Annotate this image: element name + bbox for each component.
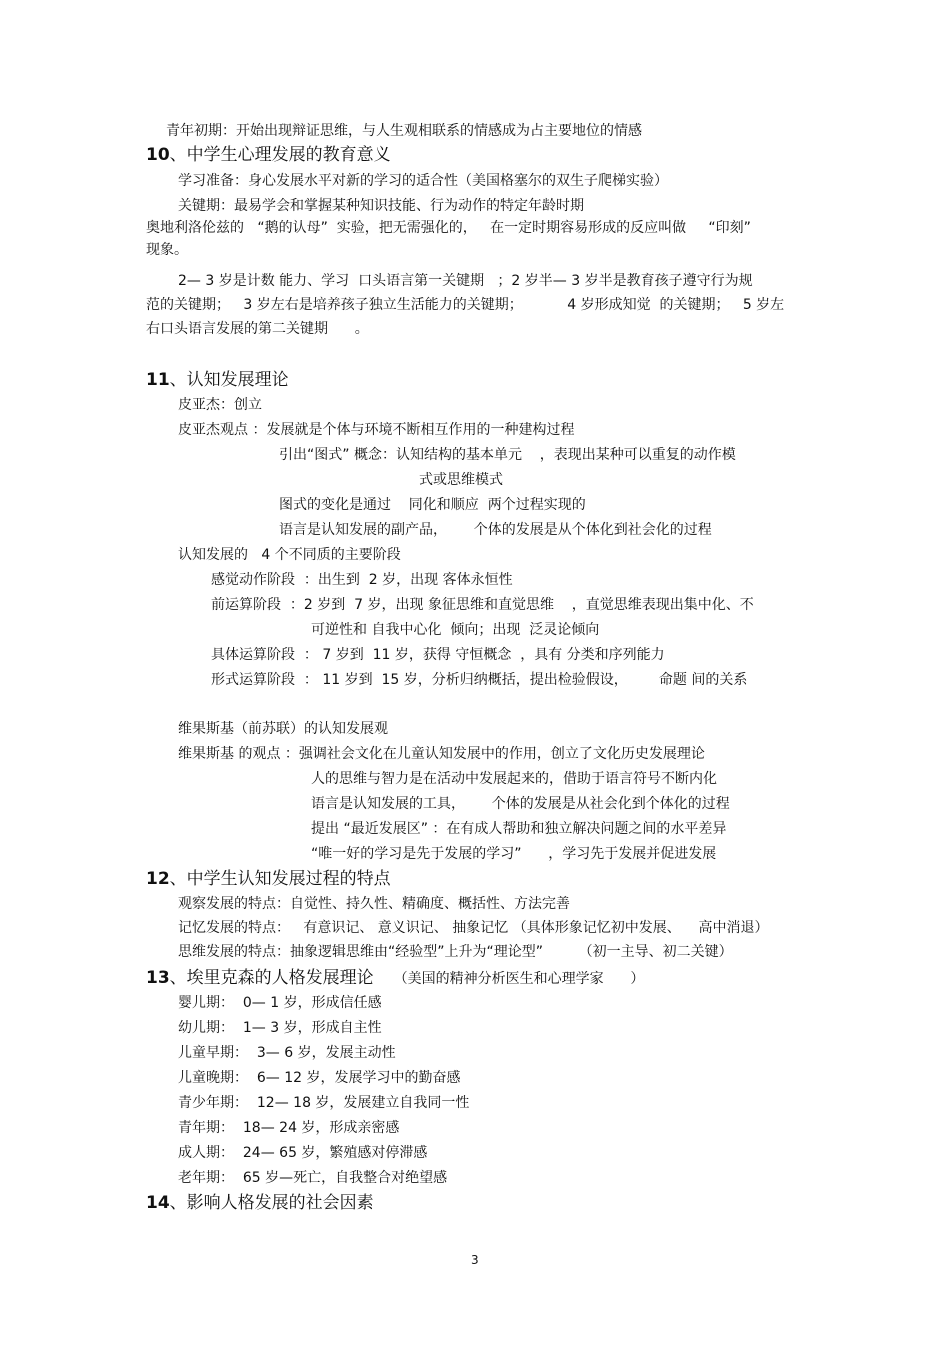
list-item: 青少年期： 12— 18 岁，发展建立自我同一性 [178, 1095, 470, 1111]
section-heading-10 [146, 144, 391, 166]
page-number: 3 [471, 1253, 479, 1267]
heading-number: 11 [146, 370, 170, 390]
section-heading-11 [146, 369, 289, 391]
list-item: 老年期： 65 岁—死亡，自我整合对绝望感 [178, 1170, 448, 1186]
section-heading-13 [146, 967, 644, 990]
heading-title: 、中学生认知发展过程的特点 [169, 869, 391, 889]
line: 观察发展的特点：自觉性、持久性、精确度、概括性、方法完善 [178, 896, 570, 912]
line: 提出 “最近发展区” ：在有成人帮助和独立解决问题之间的水平差异 [311, 821, 727, 837]
heading-number: 13 [146, 968, 170, 988]
heading-title: 、中学生心理发展的教育意义 [169, 145, 391, 165]
line: 式或思维模式 [419, 472, 503, 488]
line: 维果斯基 的观点 ：强调社会文化在儿童认知发展中的作用，创立了文化历史发展理论 [178, 746, 705, 762]
heading-title: 、埃里克森的人格发展理论 [169, 968, 374, 988]
list-item: 儿童晚期： 6— 12 岁，发展学习中的勤奋感 [178, 1070, 461, 1086]
section-heading-14 [146, 1192, 374, 1214]
heading-number: 10 [146, 145, 170, 165]
list-item: 成人期： 24— 65 岁，繁殖感对停滞感 [178, 1145, 428, 1161]
line: 引出“图式” 概念：认知结构的基本单元 ，表现出某种可以重复的动作模 [279, 447, 736, 463]
list-item: 青年期： 18— 24 岁，形成亲密感 [178, 1120, 400, 1136]
line: 关键期：最易学会和掌握某种知识技能、行为动作的特定年龄时期 [178, 198, 584, 214]
line: 可逆性和 自我中心化 倾向；出现 泛灵论倾向 [311, 622, 600, 638]
line: 维果斯基（前苏联）的认知发展观 [178, 721, 388, 737]
line: 语言是认知发展的副产品， 个体的发展是从个体化到社会化的过程 [279, 522, 712, 538]
list-item: 婴儿期： 0— 1 岁，形成信任感 [178, 995, 382, 1011]
heading-number: 12 [146, 869, 170, 889]
line: 前运算阶段 ：2 岁到 7 岁，出现 象征思维和直觉思维 ，直觉思维表现出集中化、不 [211, 597, 754, 613]
section-heading-12 [146, 868, 391, 890]
list-item: 儿童早期： 3— 6 岁，发展主动性 [178, 1045, 396, 1061]
line: 形式运算阶段 ： 11 岁到 15 岁，分析归纳概括，提出检验假设， 命题 间的关系 [211, 672, 748, 688]
line: 范的关键期； 3 岁左右是培养孩子独立生活能力的关键期； 4 岁形成知觉 的关键期； 5 岁左 [146, 297, 785, 313]
line: 奥地利洛伦兹的 “鹅的认母” 实验，把无需强化的， 在一定时期容易形成的反应叫做 “印刻” [146, 220, 751, 236]
line: 认知发展的 4 个不同质的主要阶段 [178, 547, 401, 563]
line: 记忆发展的特点： 有意识记、 意义识记、 抽象记忆 （具体形象记忆初中发展、 高中消退） [178, 920, 769, 936]
line: 青年初期：开始出现辩证思维，与人生观相联系的情感成为占主要地位的情感 [166, 123, 642, 139]
line: 学习准备：身心发展水平对新的学习的适合性（美国格塞尔的双生子爬梯实验） [178, 173, 668, 189]
line: 现象。 [146, 242, 188, 258]
heading-title: 、认知发展理论 [169, 370, 289, 390]
line: 人的思维与智力是在活动中发展起来的，借助于语言符号不断内化 [311, 771, 717, 787]
list-item: 幼儿期： 1— 3 岁，形成自主性 [178, 1020, 382, 1036]
line: “唯一好的学习是先于发展的学习” ，学习先于发展并促进发展 [311, 846, 717, 862]
heading-note: （美国的精神分析医生和心理学家 ） [393, 971, 645, 987]
line: 右口头语言发展的第二关键期 。 [146, 321, 369, 337]
line: 皮亚杰观点 ：发展就是个体与环境不断相互作用的一种建构过程 [178, 422, 575, 438]
line: 皮亚杰：创立 [178, 397, 262, 413]
heading-number: 14 [146, 1193, 170, 1213]
line: 语言是认知发展的工具， 个体的发展是从社会化到个体化的过程 [311, 796, 730, 812]
line: 感觉动作阶段 ：出生到 2 岁，出现 客体永恒性 [211, 572, 513, 588]
line: 2— 3 岁是计数 能力、学习 口头语言第一关键期 ；2 岁半— 3 岁半是教育孩子遵守行为规 [178, 273, 753, 289]
heading-title: 、影响人格发展的社会因素 [169, 1193, 374, 1213]
line: 图式的变化是通过 同化和顺应 两个过程实现的 [279, 497, 586, 513]
line: 思维发展的特点：抽象逻辑思维由“经验型”上升为“理论型” （初一主导、初二关键） [178, 944, 733, 960]
line: 具体运算阶段 ： 7 岁到 11 岁，获得 守恒概念 ，具有 分类和序列能力 [211, 647, 665, 663]
